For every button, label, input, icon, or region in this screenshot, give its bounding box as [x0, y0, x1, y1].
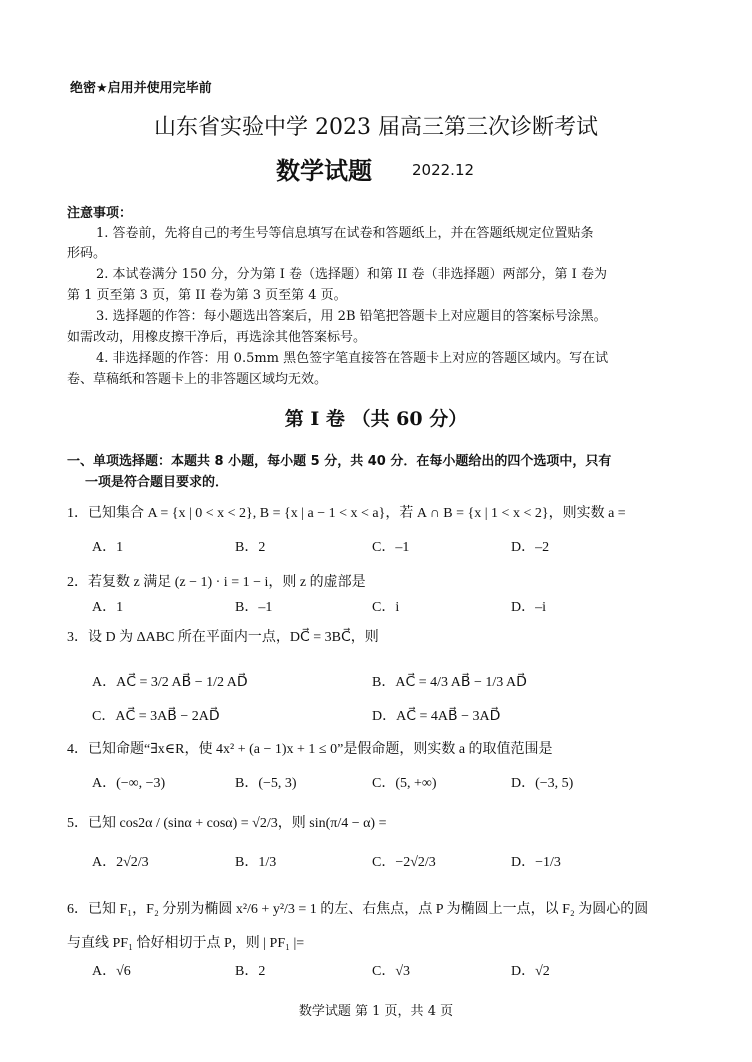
question-4-stem: 4．已知命题“∃x∈R，使 4x² + (a − 1)x + 1 ≤ 0”是假命题，则实数 a 的取值范围是 [67, 742, 553, 757]
note-line-6: 如需改动，用橡皮擦干净后，再选涂其他答案标号。 [67, 330, 367, 345]
confidential-label: 绝密★启用并使用完毕前 [70, 81, 212, 96]
q4-option-c: C．(5, +∞) [372, 776, 437, 791]
note-line-1: 1. 答卷前，先将自己的考生号等信息填写在试卷和答题纸上，并在答题纸规定位置贴条 [96, 226, 594, 241]
question-6-stem-line2: 与直线 PF₁ 恰好相切于点 P，则 | PF₁ |= [67, 936, 305, 951]
q3-option-c: C．AC⃗ = 3AB⃗ − 2AD⃗ [92, 709, 220, 724]
q2-option-d: D．–i [511, 600, 546, 615]
note-line-5: 3. 选择题的作答：每小题选出答案后，用 2B 铅笔把答题卡上对应题目的答案标号涂黑。 [96, 309, 607, 324]
q2-option-a: A．1 [92, 600, 124, 615]
q5-option-b: B．1/3 [235, 855, 277, 870]
notes-heading: 注意事项： [67, 206, 133, 221]
question-1-stem: 1．已知集合 A = {x | 0 < x < 2}, B = {x | a − 1 < x < a}，若 A ∩ B = {x | 1 < x < 2}，则实数 a = [67, 506, 626, 521]
note-line-8: 卷、草稿纸和答题卡上的非答题区域均无效。 [67, 372, 328, 387]
question-6-stem-line1: 6．已知 F₁，F₂ 分别为椭圆 x²/6 + y²/3 = 1 的左、右焦点，点 P 为椭圆上一点，以 F₂ 为圆心的圆 [67, 902, 649, 917]
section-heading-line1: 一、单项选择题：本题共 8 小题，每小题 5 分，共 40 分．在每小题给出的四个选项中，只有 [67, 454, 612, 469]
q4-option-a: A．(−∞, −3) [92, 776, 166, 791]
note-line-3: 2. 本试卷满分 150 分，分为第 I 卷（选择题）和第 II 卷（非选择题）两部分，第 I 卷为 [96, 267, 607, 282]
q2-option-c: C．i [372, 600, 400, 615]
q6-option-d: D．√2 [511, 964, 550, 979]
q3-option-a: A．AC⃗ = 3/2 AB⃗ − 1/2 AD⃗ [92, 675, 248, 690]
q1-option-a: A．1 [92, 540, 124, 555]
question-2-stem: 2．若复数 z 满足 (z − 1) · i = 1 − i，则 z 的虚部是 [67, 575, 366, 590]
q4-option-b: B．(−5, 3) [235, 776, 297, 791]
exam-date: 2022.12 [412, 161, 475, 179]
q3-option-d: D．AC⃗ = 4AB⃗ − 3AD⃗ [372, 709, 501, 724]
q3-option-b: B．AC⃗ = 4/3 AB⃗ − 1/3 AD⃗ [372, 675, 527, 690]
q1-option-c: C．–1 [372, 540, 410, 555]
exam-title: 山东省实验中学 2023 届高三第三次诊断考试 [154, 115, 598, 140]
q1-option-d: D．–2 [511, 540, 550, 555]
q4-option-d: D．(−3, 5) [511, 776, 574, 791]
q2-option-b: B．–1 [235, 600, 273, 615]
q6-option-a: A．√6 [92, 964, 131, 979]
q5-option-c: C．−2√2/3 [372, 855, 436, 870]
q5-option-a: A．2√2/3 [92, 855, 149, 870]
note-line-7: 4. 非选择题的作答：用 0.5mm 黑色签字笔直接答在答题卡上对应的答题区域内。写在试 [96, 351, 609, 366]
q5-option-d: D．−1/3 [511, 855, 561, 870]
note-line-4: 第 1 页至第 3 页，第 II 卷为第 3 页至第 4 页。 [67, 288, 347, 303]
question-5-stem: 5．已知 cos2α / (sinα + cosα) = √2/3，则 sin(π/4 − α) = [67, 816, 387, 831]
q6-option-c: C．√3 [372, 964, 411, 979]
note-line-2: 形码。 [67, 246, 107, 261]
part-title: 第 I 卷 （共 60 分） [284, 408, 468, 430]
subject-title: 数学试题 [276, 156, 372, 185]
question-3-stem: 3．设 D 为 ΔABC 所在平面内一点，DC⃗ = 3BC⃗，则 [67, 630, 379, 645]
page-footer: 数学试题 第 1 页，共 4 页 [298, 1004, 454, 1019]
section-heading-line2: 一项是符合题目要求的． [85, 475, 229, 490]
q1-option-b: B．2 [235, 540, 266, 555]
q6-option-b: B．2 [235, 964, 266, 979]
